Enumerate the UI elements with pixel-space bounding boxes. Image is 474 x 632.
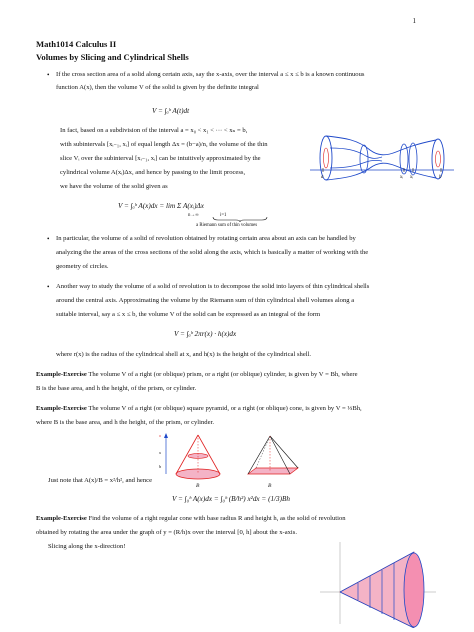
page-number: 1 (412, 17, 416, 25)
p3-line3: suitable interval, say a ≤ x ≤ b, the volume V of the solid can be expressed as an integral of the form (56, 311, 321, 318)
limit-subscript: n→∞ (188, 213, 199, 218)
bullet: • (47, 283, 50, 291)
section-title: Volumes by Slicing and Cylindrical Shells (36, 52, 189, 62)
p1-line7: we have the volume of the solid given as (60, 183, 168, 190)
bullet: • (47, 235, 50, 243)
axis-label-x2: xᵢ (410, 175, 414, 180)
fig-label-top: o (159, 433, 161, 438)
cone-revolution-figure (318, 540, 438, 628)
example-2-note: Just note that A(x)/B = x²/h², and hence (48, 477, 152, 484)
example-3-line1: Find the volume of a right regular cone with base radius R and height h, as the solid of revolution (88, 515, 346, 522)
fig-label-B-cone: B (196, 483, 200, 488)
example-2-line1: The volume V of a right (or oblique) square pyramid, or a right (or oblique) cone, is given by V = ⅓Bh, (88, 405, 362, 412)
bullet: • (47, 71, 50, 79)
example-3-line3: Slicing along the x-direction! (48, 543, 126, 550)
p1-line4: with subintervals [xᵢ₋₁, xᵢ] of equal length Δx = (b−a)/n, the volume of the thin (60, 141, 268, 148)
example-3 (36, 514, 346, 524)
example-1-line1: The volume V of a right (or oblique) prism, or a right (or oblique) cylinder, is given by V = Bh, where (88, 371, 358, 378)
example-label: Example-Exercise (36, 371, 87, 378)
example-label: Example-Exercise (36, 405, 87, 412)
solid-slicing-figure (306, 126, 458, 204)
axis-label-x1: xᵢ (400, 175, 404, 180)
p3-line4: where r(x) is the radius of the cylindrical shell at x, and h(x) is the height of the cylindrical shell. (56, 351, 312, 358)
cone-pyramid-figure (152, 430, 328, 488)
example-label: Example-Exercise (36, 515, 87, 522)
fig-label-h: h (159, 464, 162, 469)
example-2 (36, 404, 362, 414)
p1-line3: In fact, based on a subdivision of the interval a = x₀ < x₁ < ··· < xₙ = b, (60, 127, 248, 134)
example-1-line2: B is the base area, and h the height, of the prism, or cylinder. (36, 385, 197, 392)
p3-line1: Another way to study the volume of a solid of revolution is to decompose the solid into layers of thin cylindrical shells (56, 283, 370, 290)
p1-line2: function A(x), then the volume V of the solid is given by the definite integral (56, 84, 259, 91)
sum-subscript: i=1 (220, 213, 227, 218)
p1-equation-1: V = ∫ₐᵇ A(t)dt (152, 107, 190, 115)
p2-line1: In particular, the volume of a solid of revolution obtained by rotating certain area about an axis can be handled by (56, 235, 356, 242)
p1-line1: If the cross section area of a solid along certain axis, say the x-axis, over the interval a ≤ x ≤ b is a known continuous (56, 71, 365, 78)
fig-label-B-pyramid: B (268, 483, 272, 488)
example-2-equation: V = ∫₀ʰ A(x)dx = ∫₀ʰ (B/h²) x²dx = (1/3)Bh (172, 495, 291, 503)
axis-label-b: b (439, 175, 442, 180)
fig-label-x: x (159, 450, 161, 455)
axis-label-a: a (321, 175, 324, 180)
p3-equation: V = ∫ₐᵇ 2πr(x) · h(x)dx (174, 330, 237, 338)
p1-equation-2: V = ∫ₐᵇ A(x)dx = lim Σ A(xᵢ)Δx (118, 202, 204, 210)
p2-line2: analyzing the the areas of the cross sections of the solid along the axis, which is basically a matter of working with the (56, 249, 369, 256)
course-title: Math1014 Calculus II (36, 39, 117, 49)
example-1 (36, 370, 358, 380)
p2-line3: geometry of circles. (56, 263, 109, 270)
p3-line2: around the central axis. Approximating the volume by the Riemann sum of thin cylindrical shell volumes along a (56, 297, 355, 304)
example-2-line2: where B is the base area, and h the height, of the prism, or cylinder. (36, 419, 214, 426)
riemann-sum-caption: a Riemann sum of thin volumes (196, 223, 258, 228)
p1-line6: cylindrical volume A(xᵢ)Δx, and hence by passing to the limit process, (60, 169, 246, 176)
example-3-line2: obtained by rotating the area under the graph of y = (R/h)x over the interval [0, h] about the x-axis. (36, 529, 297, 536)
p1-line5: slice Vᵢ over the subinterval [xᵢ₋₁, xᵢ] can be intuitively approximated by the (60, 155, 261, 162)
